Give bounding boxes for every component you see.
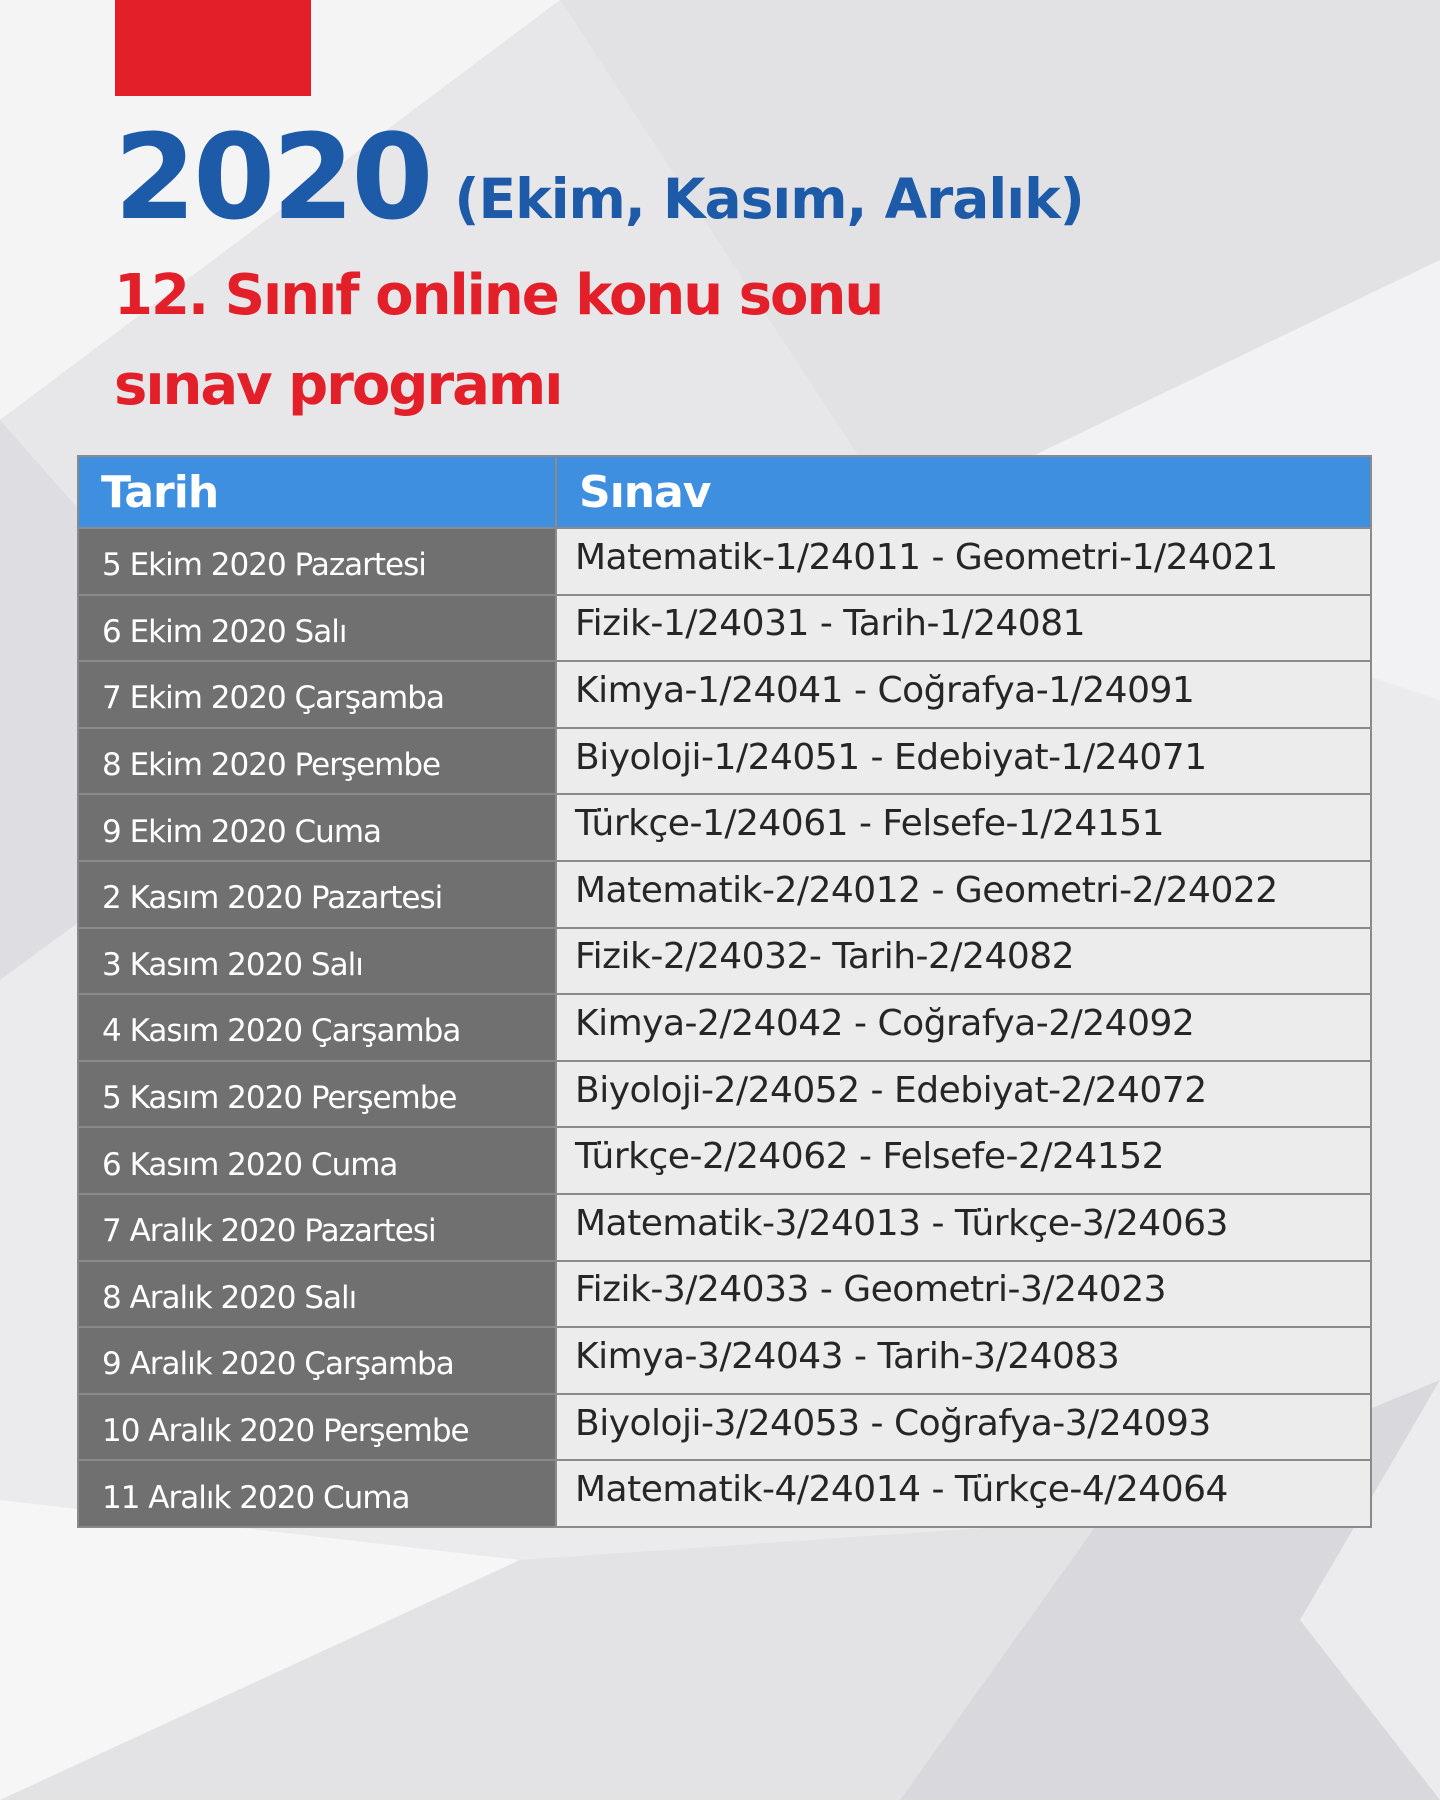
table-row (78, 794, 1371, 861)
table-row (78, 661, 1371, 728)
date-cell: 5 Kasım 2020 Perşembe (78, 1061, 556, 1128)
date-cell: 3 Kasım 2020 Salı (78, 928, 556, 995)
date-cell: 4 Kasım 2020 Çarşamba (78, 994, 556, 1061)
exam-cell: Türkçe-1/24061 - Felsefe-1/24151 (556, 794, 1371, 861)
date-cell: 5 Ekim 2020 Pazartesi (78, 528, 556, 595)
table-row (78, 1327, 1371, 1394)
exam-cell: Fizik-2/24032- Tarih-2/24082 (556, 928, 1371, 995)
table-row (78, 994, 1371, 1061)
exam-cell: Biyoloji-3/24053 - Coğrafya-3/24093 (556, 1394, 1371, 1461)
table-row (78, 1261, 1371, 1328)
exam-cell: Fizik-3/24033 - Geometri-3/24023 (556, 1261, 1371, 1328)
subtitle-line-2: sınav programı (114, 353, 562, 418)
exam-cell: Biyoloji-2/24052 - Edebiyat-2/24072 (556, 1061, 1371, 1128)
column-header-date: Tarih (78, 456, 556, 528)
column-header-exam: Sınav (556, 456, 1371, 528)
exam-cell: Kimya-3/24043 - Tarih-3/24083 (556, 1327, 1371, 1394)
date-cell: 7 Ekim 2020 Çarşamba (78, 661, 556, 728)
table-header-row (78, 456, 1371, 528)
table-row (78, 928, 1371, 995)
exam-cell: Matematik-4/24014 - Türkçe-4/24064 (556, 1460, 1371, 1527)
exam-schedule-table (77, 455, 1372, 1528)
table-row (78, 1061, 1371, 1128)
title-months: (Ekim, Kasım, Aralık) (454, 167, 1084, 231)
date-cell: 11 Aralık 2020 Cuma (78, 1460, 556, 1527)
exam-cell: Matematik-2/24012 - Geometri-2/24022 (556, 861, 1371, 928)
table-row (78, 1460, 1371, 1527)
exam-cell: Kimya-2/24042 - Coğrafya-2/24092 (556, 994, 1371, 1061)
exam-cell: Fizik-1/24031 - Tarih-1/24081 (556, 595, 1371, 662)
date-cell: 10 Aralık 2020 Perşembe (78, 1394, 556, 1461)
red-accent-block (115, 0, 311, 96)
exam-cell: Matematik-1/24011 - Geometri-1/24021 (556, 528, 1371, 595)
date-cell: 8 Ekim 2020 Perşembe (78, 728, 556, 795)
date-cell: 9 Ekim 2020 Cuma (78, 794, 556, 861)
date-cell: 9 Aralık 2020 Çarşamba (78, 1327, 556, 1394)
table-row (78, 861, 1371, 928)
title-row (114, 108, 1084, 246)
exam-cell: Kimya-1/24041 - Coğrafya-1/24091 (556, 661, 1371, 728)
exam-cell: Türkçe-2/24062 - Felsefe-2/24152 (556, 1127, 1371, 1194)
table-row (78, 1394, 1371, 1461)
table-row (78, 595, 1371, 662)
title-year: 2020 (114, 108, 431, 246)
exam-cell: Biyoloji-1/24051 - Edebiyat-1/24071 (556, 728, 1371, 795)
exam-cell: Matematik-3/24013 - Türkçe-3/24063 (556, 1194, 1371, 1261)
table-row (78, 728, 1371, 795)
subtitle-line-1: 12. Sınıf online konu sonu (114, 263, 883, 328)
date-cell: 6 Kasım 2020 Cuma (78, 1127, 556, 1194)
date-cell: 8 Aralık 2020 Salı (78, 1261, 556, 1328)
table-row (78, 1194, 1371, 1261)
table-row (78, 1127, 1371, 1194)
table-row (78, 528, 1371, 595)
date-cell: 7 Aralık 2020 Pazartesi (78, 1194, 556, 1261)
date-cell: 6 Ekim 2020 Salı (78, 595, 556, 662)
date-cell: 2 Kasım 2020 Pazartesi (78, 861, 556, 928)
